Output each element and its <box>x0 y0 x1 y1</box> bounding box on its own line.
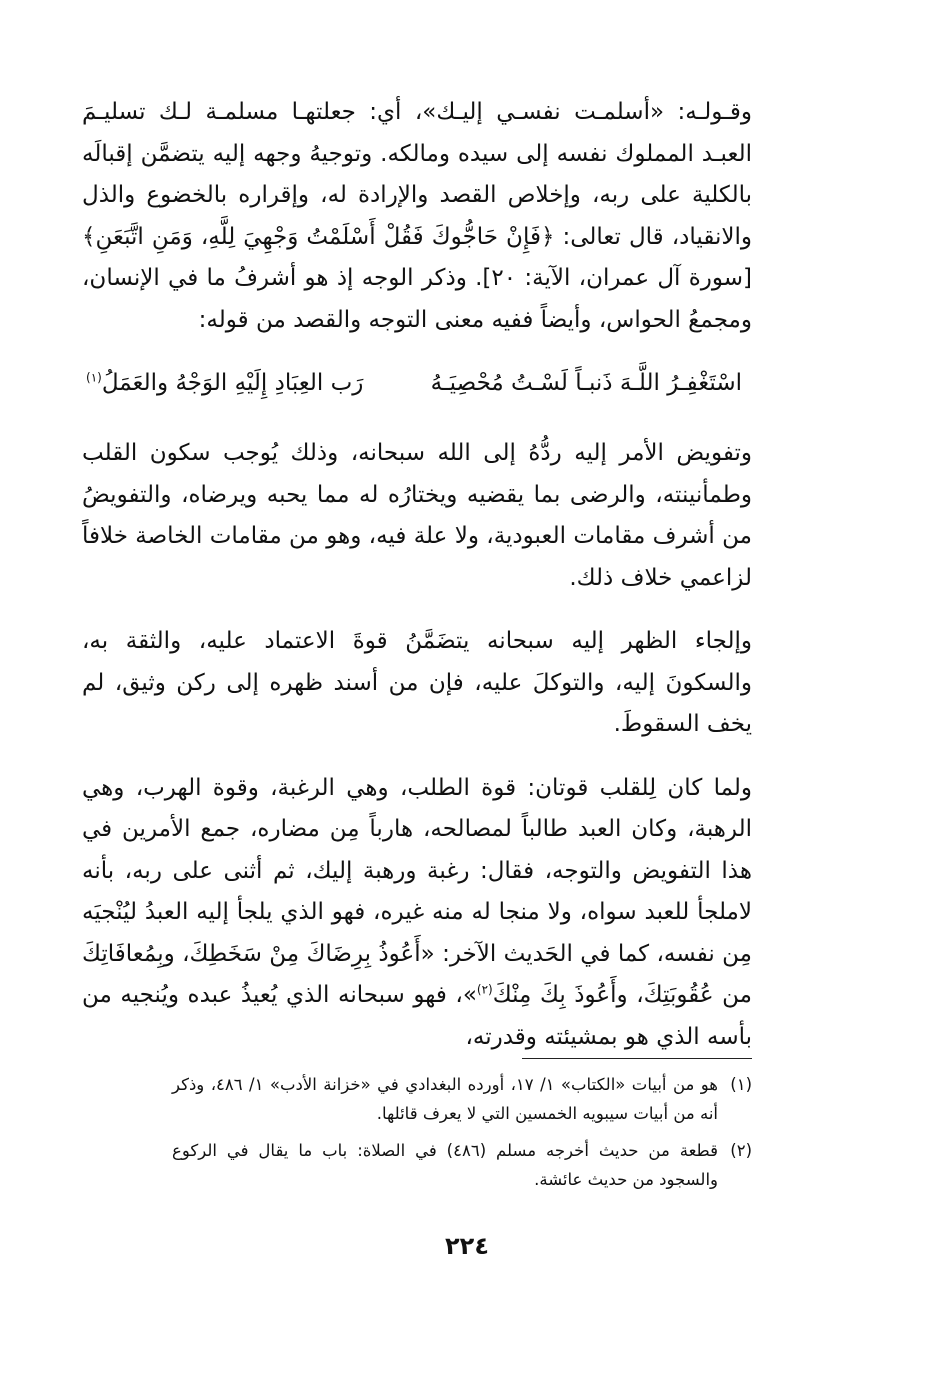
page-number: ٢٢٤ <box>445 1232 489 1260</box>
footnotes <box>172 1070 752 1202</box>
footnote-marker-2[interactable]: (٢) <box>476 982 493 997</box>
footnote-marker-1[interactable]: (١) <box>86 370 102 385</box>
footnote-divider <box>522 1058 752 1059</box>
footnote-number: (٢) <box>730 1141 752 1160</box>
paragraph-1: وقـولـه: «أسلمـت نفسـي إليـك»، أي: جعلتهـا مسلمـة لـك تسليـمَ العبـد المملوك نفسه إلى سيده ومالكه. وتوجيهُ وجهه إليه يتضمَّن إقبالَه بالكلية على ربه، وإخلاص القصد والإرادة له، وإقراره بالخضوع والذل والانقياد، قال تعالى: ﴿فَإِنْ حَاجُّوكَ فَقُلْ أَسْلَمْتُ وَجْهِيَ لِلَّهِ، وَمَنِ اتَّبَعَنِ﴾ [سورة آل عمران، الآية: ٢٠]. وذكر الوجه إذ هو أشرفُ ما في الإنسان، ومجمعُ الحواس، وأيضاً ففيه معنى التوجه والقصد من قوله: <box>82 99 752 333</box>
poetry-verse <box>82 363 752 403</box>
footnote <box>172 1070 752 1128</box>
paragraph-3: وإلجاء الظهر إليه سبحانه يتضَمَّنُ قوةَ الاعتماد عليه، والثقة به، والسكونَ إليه، والتوكلَ عليه، فإن من أسند ظهره إلى ركن وثيق، لم يخف السقوطَ. <box>82 628 752 737</box>
paragraph-4: ولما كان لِلقلب قوتان: قوة الطلب، وهي الرغبة، وقوة الهرب، وهي الرهبة، وكان العبد طالباً لمصالحه، هارباً مِن مضاره، جمع الأمرين في هذا التفويض والتوجه، فقال: رغبة ورهبة إليك، ثم أثنى على ربه، بأنه لاملجأ للعبد سواه، ولا منجا له منه غيره، فهو الذي يلجأ إليه العبدُ ليُنْجيَه مِن نفسه، كما في الحَديث الآخر: «أَعُوذُ بِرِضَاكَ مِنْ سَخَطِكَ، وبِمُعافَاتِكَ من عُقُوبَتِكَ، وأَعُوذَ بِكَ مِنْكَ$^{(٢)}$»، فهو سبحانه الذي يُعيذُ عبده ويُنجيه من بأسه الذي هو بمشيئته وقدرته، <box>82 774 752 1050</box>
footnote-text: هو من أبيات «الكتاب» ١/ ١٧، أورده البغدادي في «خزانة الأدب» ١/ ٤٨٦، وذكر أنه من أبيات سيبويه الخمسين التي لا يعرف قائلها. <box>172 1075 718 1123</box>
footnote-text: قطعة من حديث أخرجه مسلم (٤٨٦) في الصلاة: باب ما يقال في الركوع والسجود من حديث عائشة. <box>172 1141 718 1189</box>
verse-first-hemistich: اسْتَغْفِـرُ اللَّـهَ ذَنبـاً لَسْـتُ مُحْصِيَـهُ <box>430 370 742 396</box>
paragraph-2: وتفويض الأمر إليه ردُّهُ إلى الله سبحانه، وذلك يُوجب سكون القلب وطمأنينته، والرضى بما يقضيه ويختارُه له مما يحبه ويرضاه، والتفويضُ من أشرف مقامات العبودية، ولا علة فيه، وهو من مقامات الخاصة خلافاً لزاعمي خلاف ذلك. <box>82 440 752 591</box>
main-text <box>82 92 752 1080</box>
footnote <box>172 1136 752 1194</box>
verse-second-hemistich: رَب العِبَادِ إِلَيْهِ الوَجْهُ والعَمَلُ$^{(١)}$ <box>86 370 364 396</box>
footnote-number: (١) <box>730 1075 752 1094</box>
